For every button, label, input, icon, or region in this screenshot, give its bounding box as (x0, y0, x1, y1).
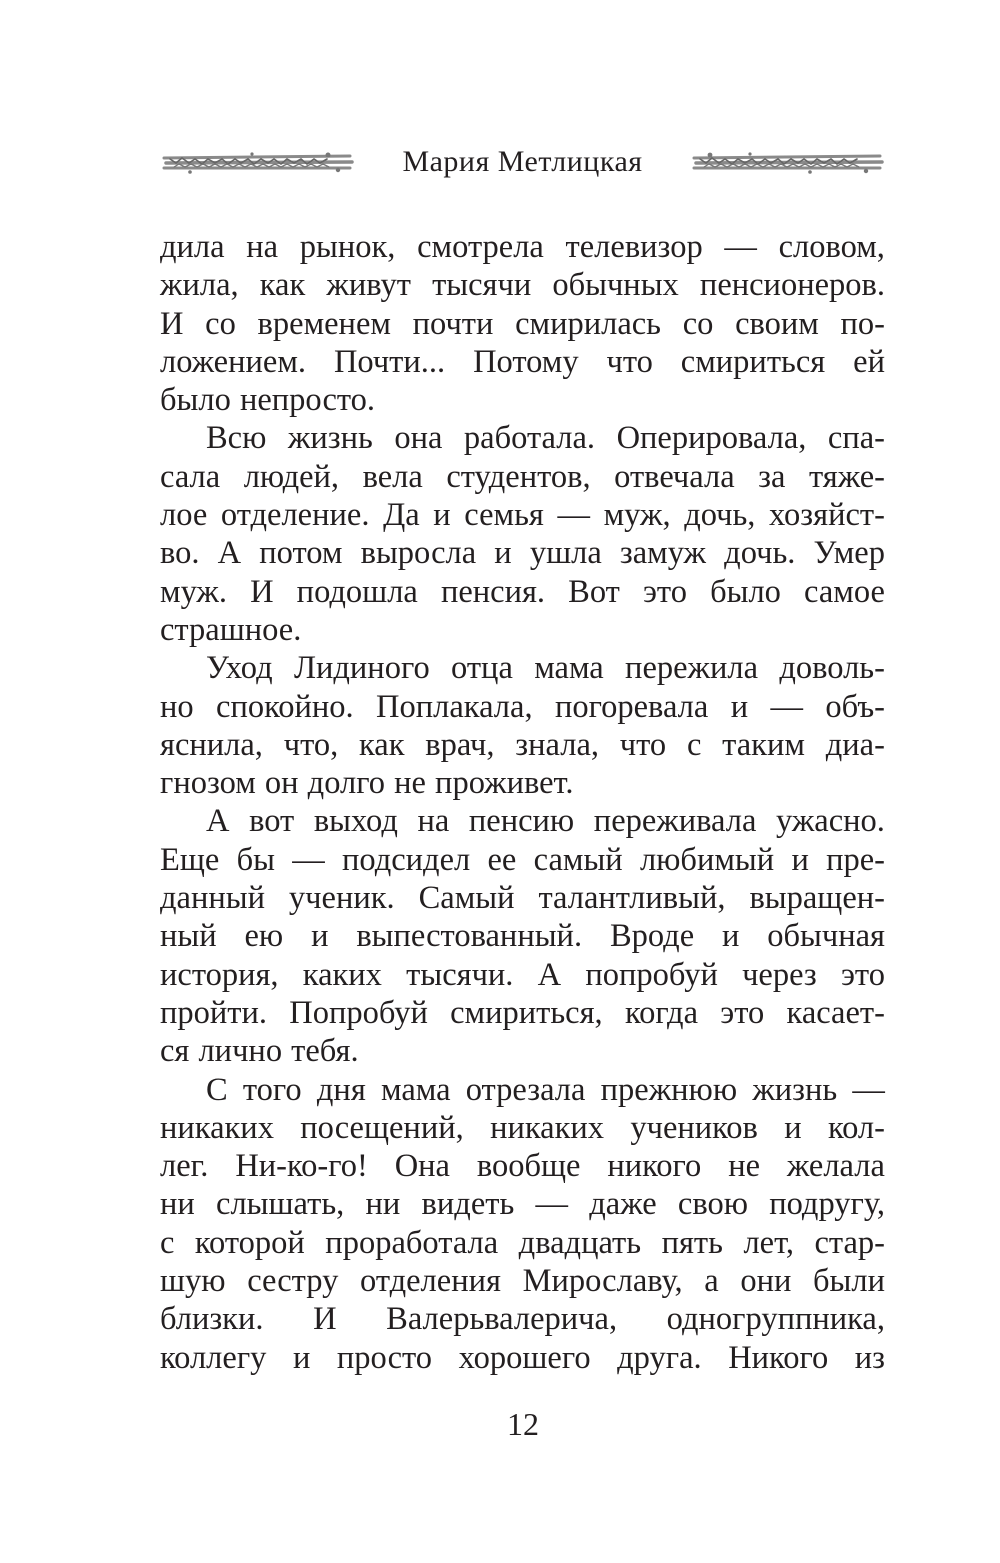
paragraph (160, 1071, 885, 1377)
text-line: ный ею и выпестованный. Вроде и обычная (160, 918, 885, 955)
text-line: И со временем почти смирилась со своим по- (160, 305, 885, 342)
text-line: данный ученик. Самый талантливый, выращен- (160, 880, 885, 917)
text-line: шую сестру отделения Мирославу, а они были (160, 1263, 885, 1300)
text-line: сала людей, вела студентов, отвечала за тяже- (160, 458, 885, 495)
text-line: никаких посещений, никаких учеников и кол- (160, 1109, 885, 1146)
body-text (160, 228, 885, 1377)
text-line: ся лично тебя. (160, 1033, 359, 1070)
text-line: Уход Лидиного отца мама пережила доволь- (206, 650, 885, 687)
paragraph (160, 228, 885, 419)
text-line: Еще бы — подсидел ее самый любимый и пре- (160, 841, 885, 878)
text-line: А вот выход на пенсию переживала ужасно. (206, 803, 885, 840)
text-line: ложением. Почти... Потому что смириться ей (160, 343, 885, 380)
text-line: во. А потом выросла и ушла замуж дочь. Умер (160, 535, 885, 572)
text-line: пройти. Попробуй смириться, когда это касает- (160, 994, 885, 1031)
text-line: лег. Ни-ко-го! Она вообще никого не желала (160, 1148, 885, 1185)
text-line: гнозом он долго не проживет. (160, 765, 574, 802)
page-number: 12 (507, 1406, 539, 1442)
text-line: лое отделение. Да и семья — муж, дочь, хозяйст- (160, 497, 885, 534)
decorative-ornament-icon (690, 146, 885, 180)
text-line: дила на рынок, смотрела телевизор — словом, (160, 229, 885, 265)
text-line: яснила, что, как врач, знала, что с таким диа- (160, 726, 885, 763)
text-line: коллегу и просто хорошего друга. Никого из (160, 1339, 885, 1376)
page-header (160, 140, 885, 188)
text-line: было непросто. (160, 382, 376, 419)
text-line: Всю жизнь она работала. Оперировала, спа- (206, 420, 885, 457)
paragraph (160, 649, 885, 802)
paragraph (160, 802, 885, 1070)
text-line: ни слышать, ни видеть — даже свою подругу, (160, 1186, 885, 1223)
text-line: жила, как живут тысячи обычных пенсионеров. (160, 267, 885, 304)
text-line: но спокойно. Поплакала, погоревала и — объ- (160, 688, 885, 725)
text-line: страшное. (160, 611, 302, 648)
running-title: Мария Метлицкая (402, 145, 643, 178)
text-line: с которой проработала двадцать пять лет, стар- (160, 1224, 885, 1261)
decorative-ornament-icon (160, 146, 355, 180)
text-line: близки. И Валерьвалерича, одногруппника, (160, 1301, 885, 1338)
text-line: С того дня мама отрезала прежнюю жизнь — (206, 1071, 885, 1108)
paragraph (160, 419, 885, 649)
text-line: муж. И подошла пенсия. Вот это было самое (160, 573, 885, 610)
text-line: история, каких тысячи. А попробуй через это (160, 956, 885, 993)
